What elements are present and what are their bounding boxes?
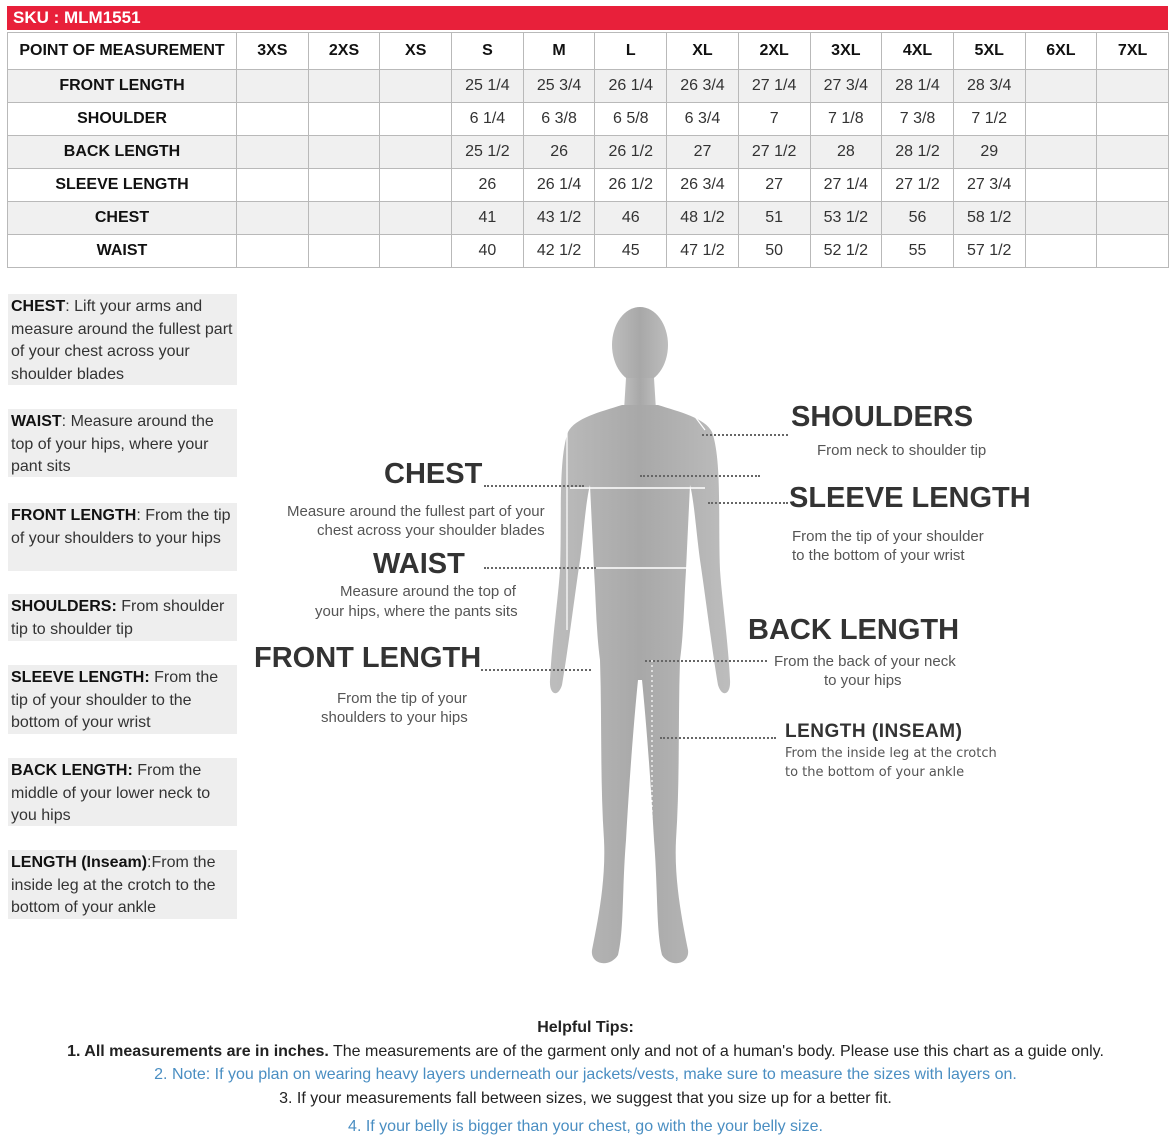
measurement-cell: 25 1/2 xyxy=(452,136,524,169)
callout-waist-leader xyxy=(484,567,596,569)
tip-4: 4. If your belly is bigger than your chest, go with the your belly size. xyxy=(348,1118,823,1135)
tips-heading: Helpful Tips: xyxy=(537,1019,634,1036)
size-header: M xyxy=(523,33,595,70)
sku-label: SKU : MLM1551 xyxy=(7,6,1168,30)
measurement-cell: 48 1/2 xyxy=(667,202,739,235)
size-header: L xyxy=(595,33,667,70)
measurement-cell: 6 5/8 xyxy=(595,103,667,136)
measurement-cell: 29 xyxy=(953,136,1025,169)
callout-shoulder-line xyxy=(640,475,760,477)
definition-sleeve-length xyxy=(8,665,237,734)
callout-shoulders-sub: From neck to shoulder tip xyxy=(817,442,987,459)
definition-text: : From the tip of your shoulders to your hips xyxy=(11,507,231,547)
measurement-cell xyxy=(1097,202,1169,235)
callout-sleeve-length-sub: From the tip of your shoulder xyxy=(792,528,984,545)
definition-shoulders xyxy=(8,594,237,641)
measurement-cell: 46 xyxy=(595,202,667,235)
callout-shoulders-title: SHOULDERS xyxy=(791,401,974,433)
measurement-cell xyxy=(1097,235,1169,268)
measurement-cell: 27 xyxy=(738,169,810,202)
measurement-cell xyxy=(308,235,380,268)
callout-waist-sub: your hips, where the pants sits xyxy=(315,603,518,620)
measurement-cell: 26 3/4 xyxy=(667,70,739,103)
size-header: 6XL xyxy=(1025,33,1097,70)
callout-front-length-leader xyxy=(481,669,591,671)
callout-inseam-leader xyxy=(660,737,776,739)
table-row xyxy=(8,235,1169,268)
callout-inseam-sub: to the bottom of your ankle xyxy=(785,765,965,780)
size-header: 7XL xyxy=(1097,33,1169,70)
size-header: 3XS xyxy=(237,33,309,70)
callout-waist-sub: Measure around the top of xyxy=(340,583,516,600)
measurement-cell: 27 1/2 xyxy=(738,136,810,169)
measurement-cell xyxy=(308,202,380,235)
definition-waist xyxy=(8,409,237,477)
callout-front-length-sub: From the tip of your xyxy=(337,690,468,707)
measurement-cell xyxy=(380,235,452,268)
helpful-tips xyxy=(0,1016,1171,1139)
measurement-cell xyxy=(380,202,452,235)
size-header: 2XS xyxy=(308,33,380,70)
measurement-cell: 42 1/2 xyxy=(523,235,595,268)
measurement-label: SLEEVE LENGTH xyxy=(8,169,237,202)
measurement-cell: 28 1/2 xyxy=(882,136,954,169)
measurement-cell: 26 1/4 xyxy=(595,70,667,103)
definition-text: From the middle of your lower neck to you hips xyxy=(11,762,211,824)
table-header-row xyxy=(8,33,1169,70)
measurement-cell: 27 xyxy=(667,136,739,169)
measurement-cell xyxy=(380,169,452,202)
definition-term: WAIST xyxy=(11,413,62,430)
measurement-cell xyxy=(1025,70,1097,103)
measurement-cell: 43 1/2 xyxy=(523,202,595,235)
measurement-cell: 53 1/2 xyxy=(810,202,882,235)
callout-back-length-leader xyxy=(645,660,767,662)
callout-sleeve-length-sub: to the bottom of your wrist xyxy=(792,547,965,564)
tip-1 xyxy=(0,1040,1171,1064)
measurement-cell: 26 xyxy=(452,169,524,202)
callout-front-length-title: FRONT LENGTH xyxy=(254,642,482,674)
size-header: 2XL xyxy=(738,33,810,70)
measurement-cell xyxy=(1097,103,1169,136)
measurement-cell xyxy=(1025,202,1097,235)
measurement-cell: 25 3/4 xyxy=(523,70,595,103)
definition-term: BACK LENGTH: xyxy=(11,762,133,779)
measurement-cell: 6 3/4 xyxy=(667,103,739,136)
size-header: XS xyxy=(380,33,452,70)
definition-term: SHOULDERS: xyxy=(11,598,117,615)
measurement-cell: 26 3/4 xyxy=(667,169,739,202)
measurement-cell: 57 1/2 xyxy=(953,235,1025,268)
tip-1-text: The measurements are of the garment only and not of a human's body. Please use this chart as a guide only. xyxy=(328,1042,1104,1060)
measurement-cell xyxy=(380,136,452,169)
size-header: 3XL xyxy=(810,33,882,70)
measurement-cell: 7 3/8 xyxy=(882,103,954,136)
callout-chest-title: CHEST xyxy=(384,458,483,490)
measurement-cell: 28 3/4 xyxy=(953,70,1025,103)
callout-back-length-sub: From the back of your neck xyxy=(774,653,956,670)
callout-sleeve-length-title: SLEEVE LENGTH xyxy=(789,482,1031,514)
tip-2: 2. Note: If you plan on wearing heavy layers underneath our jackets/vests, make sure to measure the sizes with layers on. xyxy=(154,1066,1017,1083)
measurement-cell xyxy=(308,103,380,136)
definition-text: From the tip of your shoulder to the bottom of your wrist xyxy=(11,669,219,731)
body-silhouette-icon xyxy=(530,300,760,990)
definition-front-length xyxy=(8,503,237,571)
measurement-cell: 7 xyxy=(738,103,810,136)
callout-back-length-sub: to your hips xyxy=(824,672,902,689)
definition-term: CHEST xyxy=(11,298,66,315)
callout-inseam-sub: From the inside leg at the crotch xyxy=(785,746,997,761)
callout-front-length-sub: shoulders to your hips xyxy=(321,709,468,726)
measurement-cell xyxy=(237,202,309,235)
measurement-cell: 28 xyxy=(810,136,882,169)
table-row xyxy=(8,136,1169,169)
tip-3: 3. If your measurements fall between sizes, we suggest that you size up for a better fit. xyxy=(279,1089,892,1107)
size-header: 4XL xyxy=(882,33,954,70)
measurement-cell: 26 xyxy=(523,136,595,169)
size-chart-table xyxy=(7,32,1169,268)
definition-term: FRONT LENGTH xyxy=(11,507,137,524)
measurement-cell: 26 1/2 xyxy=(595,169,667,202)
table-row xyxy=(8,202,1169,235)
measurement-cell: 27 1/2 xyxy=(882,169,954,202)
table-row xyxy=(8,169,1169,202)
measurement-label: SHOULDER xyxy=(8,103,237,136)
measurement-cell: 50 xyxy=(738,235,810,268)
measurement-cell: 27 3/4 xyxy=(953,169,1025,202)
measurement-label: FRONT LENGTH xyxy=(8,70,237,103)
measurement-cell: 27 1/4 xyxy=(810,169,882,202)
measurement-cell: 41 xyxy=(452,202,524,235)
measurement-cell: 26 1/4 xyxy=(523,169,595,202)
callout-chest-leader xyxy=(484,485,584,487)
definition-text: From shoulder tip to shoulder tip xyxy=(11,598,225,638)
definition-inseam xyxy=(8,850,237,919)
measurement-cell xyxy=(1025,235,1097,268)
measurement-cell xyxy=(237,169,309,202)
measurement-label: CHEST xyxy=(8,202,237,235)
measurement-cell: 47 1/2 xyxy=(667,235,739,268)
measurement-cell: 56 xyxy=(882,202,954,235)
measurement-cell: 45 xyxy=(595,235,667,268)
callout-inseam-title: LENGTH (INSEAM) xyxy=(785,721,963,742)
measurement-cell xyxy=(237,70,309,103)
definition-text: : Measure around the top of your hips, where your pant sits xyxy=(11,413,214,475)
measurement-cell: 52 1/2 xyxy=(810,235,882,268)
table-row xyxy=(8,70,1169,103)
measurement-cell xyxy=(237,235,309,268)
table-row xyxy=(8,103,1169,136)
measurement-cell xyxy=(237,103,309,136)
measurement-cell xyxy=(237,136,309,169)
size-header: XL xyxy=(667,33,739,70)
measurement-cell xyxy=(1025,169,1097,202)
measurement-cell: 26 1/2 xyxy=(595,136,667,169)
tip-1-bold: 1. All measurements are in inches. xyxy=(67,1042,329,1060)
size-header: S xyxy=(452,33,524,70)
definition-term: LENGTH (Inseam) xyxy=(11,854,148,871)
measurement-cell xyxy=(1097,136,1169,169)
measurement-cell xyxy=(380,70,452,103)
measurement-cell xyxy=(1097,70,1169,103)
measurement-label: BACK LENGTH xyxy=(8,136,237,169)
measurement-cell: 6 3/8 xyxy=(523,103,595,136)
definition-text: : Lift your arms and measure around the fullest part of your chest across your shoulder blades xyxy=(11,298,233,383)
measurement-cell xyxy=(1025,136,1097,169)
measurement-cell xyxy=(380,103,452,136)
measurement-cell xyxy=(1097,169,1169,202)
measurement-cell: 25 1/4 xyxy=(452,70,524,103)
definition-back-length xyxy=(8,758,237,826)
measurement-cell: 27 1/4 xyxy=(738,70,810,103)
measurement-cell: 40 xyxy=(452,235,524,268)
callout-shoulders-leader xyxy=(702,434,788,436)
measurement-cell: 7 1/2 xyxy=(953,103,1025,136)
measurement-label: WAIST xyxy=(8,235,237,268)
measurement-cell: 6 1/4 xyxy=(452,103,524,136)
size-header: 5XL xyxy=(953,33,1025,70)
measurement-cell: 27 3/4 xyxy=(810,70,882,103)
corner-header: POINT OF MEASUREMENT xyxy=(8,33,237,70)
callout-chest-sub: Measure around the fullest part of your xyxy=(287,503,545,520)
measurement-cell: 7 1/8 xyxy=(810,103,882,136)
measurement-cell xyxy=(308,136,380,169)
definition-chest xyxy=(8,294,237,385)
measurement-cell: 28 1/4 xyxy=(882,70,954,103)
measurement-cell xyxy=(308,169,380,202)
measurement-cell: 58 1/2 xyxy=(953,202,1025,235)
definition-term: SLEEVE LENGTH: xyxy=(11,669,150,686)
definition-text: :From the inside leg at the crotch to the bottom of your ankle xyxy=(11,854,216,916)
callout-waist-title: WAIST xyxy=(373,548,465,580)
measurement-cell xyxy=(1025,103,1097,136)
measurement-cell: 55 xyxy=(882,235,954,268)
callout-chest-sub: chest across your shoulder blades xyxy=(317,522,545,539)
measurement-cell: 51 xyxy=(738,202,810,235)
measurement-cell xyxy=(308,70,380,103)
callout-sleeve-length-leader xyxy=(708,502,788,504)
callout-back-length-title: BACK LENGTH xyxy=(748,614,960,646)
